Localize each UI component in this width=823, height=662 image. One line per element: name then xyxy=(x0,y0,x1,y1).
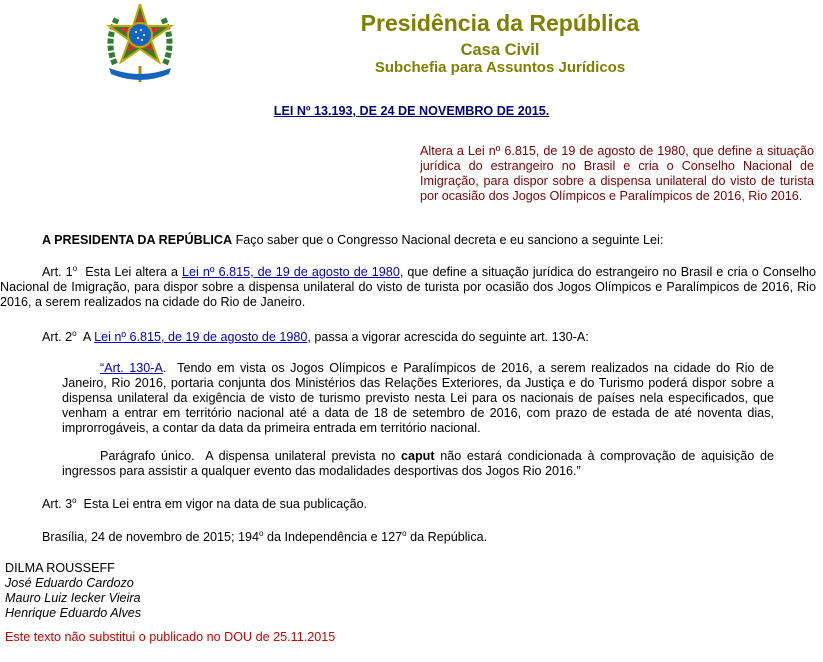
art3-text: Esta Lei entra em vigor na data de sua publicação. xyxy=(76,497,368,511)
article-1 xyxy=(0,265,816,310)
law-title-link[interactable]: LEI Nº 13.193, DE 24 DE NOVEMBRO DE 2015. xyxy=(273,104,550,118)
art2-law-link[interactable]: Lei nº 6.815, de 19 de agosto de 1980 xyxy=(94,330,308,344)
department-subtitle: Casa Civil xyxy=(460,41,540,59)
dou-disclaimer: Este texto não substitui o publicado no DOU de 25.11.2015 xyxy=(5,630,336,644)
signature-minister-1: José Eduardo Cardozo xyxy=(5,576,134,590)
art2-label: Art. 2 xyxy=(42,330,73,344)
article-2 xyxy=(42,330,816,345)
art1-law-link[interactable]: Lei nº 6.815, de 19 de agosto de 1980 xyxy=(182,265,400,279)
art2-pre: A xyxy=(76,330,95,344)
paragrafo-post: não estará condicionada à comprovação de aquisição de ingressos para assistir a qualquer evento das modalidades desportivas dos Jogos Rio 2016.” xyxy=(62,449,774,478)
art1-ordinal: o xyxy=(72,264,78,273)
signature-minister-2: Mauro Luiz Iecker Vieira xyxy=(5,591,141,605)
art1-label: Art. 1 xyxy=(42,265,73,279)
paragrafo-caput: caput xyxy=(400,449,435,463)
article-130a xyxy=(62,361,778,436)
ementa: Altera a Lei nº 6.815, de 19 de agosto de 1980, que define a situação jurídica do estrangeiro no Brasil e cria o Conselho Nacional de Imigração, para dispor sobre a dispensa unilateral do visto de turista por ocasião dos Jogos Olímpicos e Paralímpicos de 2016, Rio 2016. xyxy=(420,144,814,203)
signature-minister-3: Henrique Eduardo Alves xyxy=(5,606,142,620)
art1-text: , que define a situação jurídica do estrangeiro no Brasil e cria o Conselho Nacional de Imigração, para dispor sobre a dispensa unilateral do visto de turista por ocasião dos Jogos Olímpicos e Paralímpicos de 2016, Rio 2016, a serem realizados na cidade do Rio de Janeiro. xyxy=(0,265,817,309)
article-3 xyxy=(42,497,816,512)
art130a-text: . Tendo em vista os Jogos Olímpicos e Paralímpicos de 2016, a serem realizados na cidade do Rio de Janeiro, Rio 2016, portaria conjunta dos Ministérios das Relações Exteriores, da Justiça e do Turismo poderá dispor sobre a dispensa unilateral da exigência de visto de turismo previsto nesta Lei para os nacionais de países nela especificados, que venham a entrar em território nacional até a data de 18 de setembro de 2016, com prazo de estada de até noventa dias, improrrogáveis, a contar da data da primeira entrada em território nacional. xyxy=(62,361,778,435)
page-title: Presidência da República xyxy=(360,10,640,36)
art2-ordinal: o xyxy=(72,329,77,338)
closing-ordinal-2: o xyxy=(402,529,407,538)
paragrafo-unico xyxy=(62,449,774,479)
closing-post: da República. xyxy=(406,530,488,544)
art1-pre: Esta Lei altera a xyxy=(77,265,183,279)
closing-pre: Brasília, 24 de novembro de 2015; 194 xyxy=(42,530,260,544)
preamble-bold: A PRESIDENTA DA REPÚBLICA xyxy=(42,233,233,247)
art130a-link[interactable]: “Art. 130-A xyxy=(100,361,163,375)
preamble-text: Faço saber que o Congresso Nacional decreta e eu sanciono a seguinte Lei: xyxy=(232,233,664,247)
subdepartment-subtitle: Subchefia para Assuntos Jurídicos xyxy=(374,59,626,76)
law-title xyxy=(0,104,823,119)
paragrafo-pre: Parágrafo único. A dispensa unilateral prevista no xyxy=(100,449,401,463)
preamble xyxy=(42,233,816,248)
closing-date xyxy=(42,530,816,545)
art2-text: , passa a vigorar acrescida do seguinte art. 130-A: xyxy=(307,330,589,344)
art3-label: Art. 3 xyxy=(42,497,73,511)
brasil-coat-of-arms-icon xyxy=(103,4,177,84)
closing-mid: da Independência e 127 xyxy=(263,530,403,544)
closing-ordinal-1: o xyxy=(259,529,264,538)
signature-president: DILMA ROUSSEFF xyxy=(5,561,115,575)
art3-ordinal: o xyxy=(72,496,77,505)
